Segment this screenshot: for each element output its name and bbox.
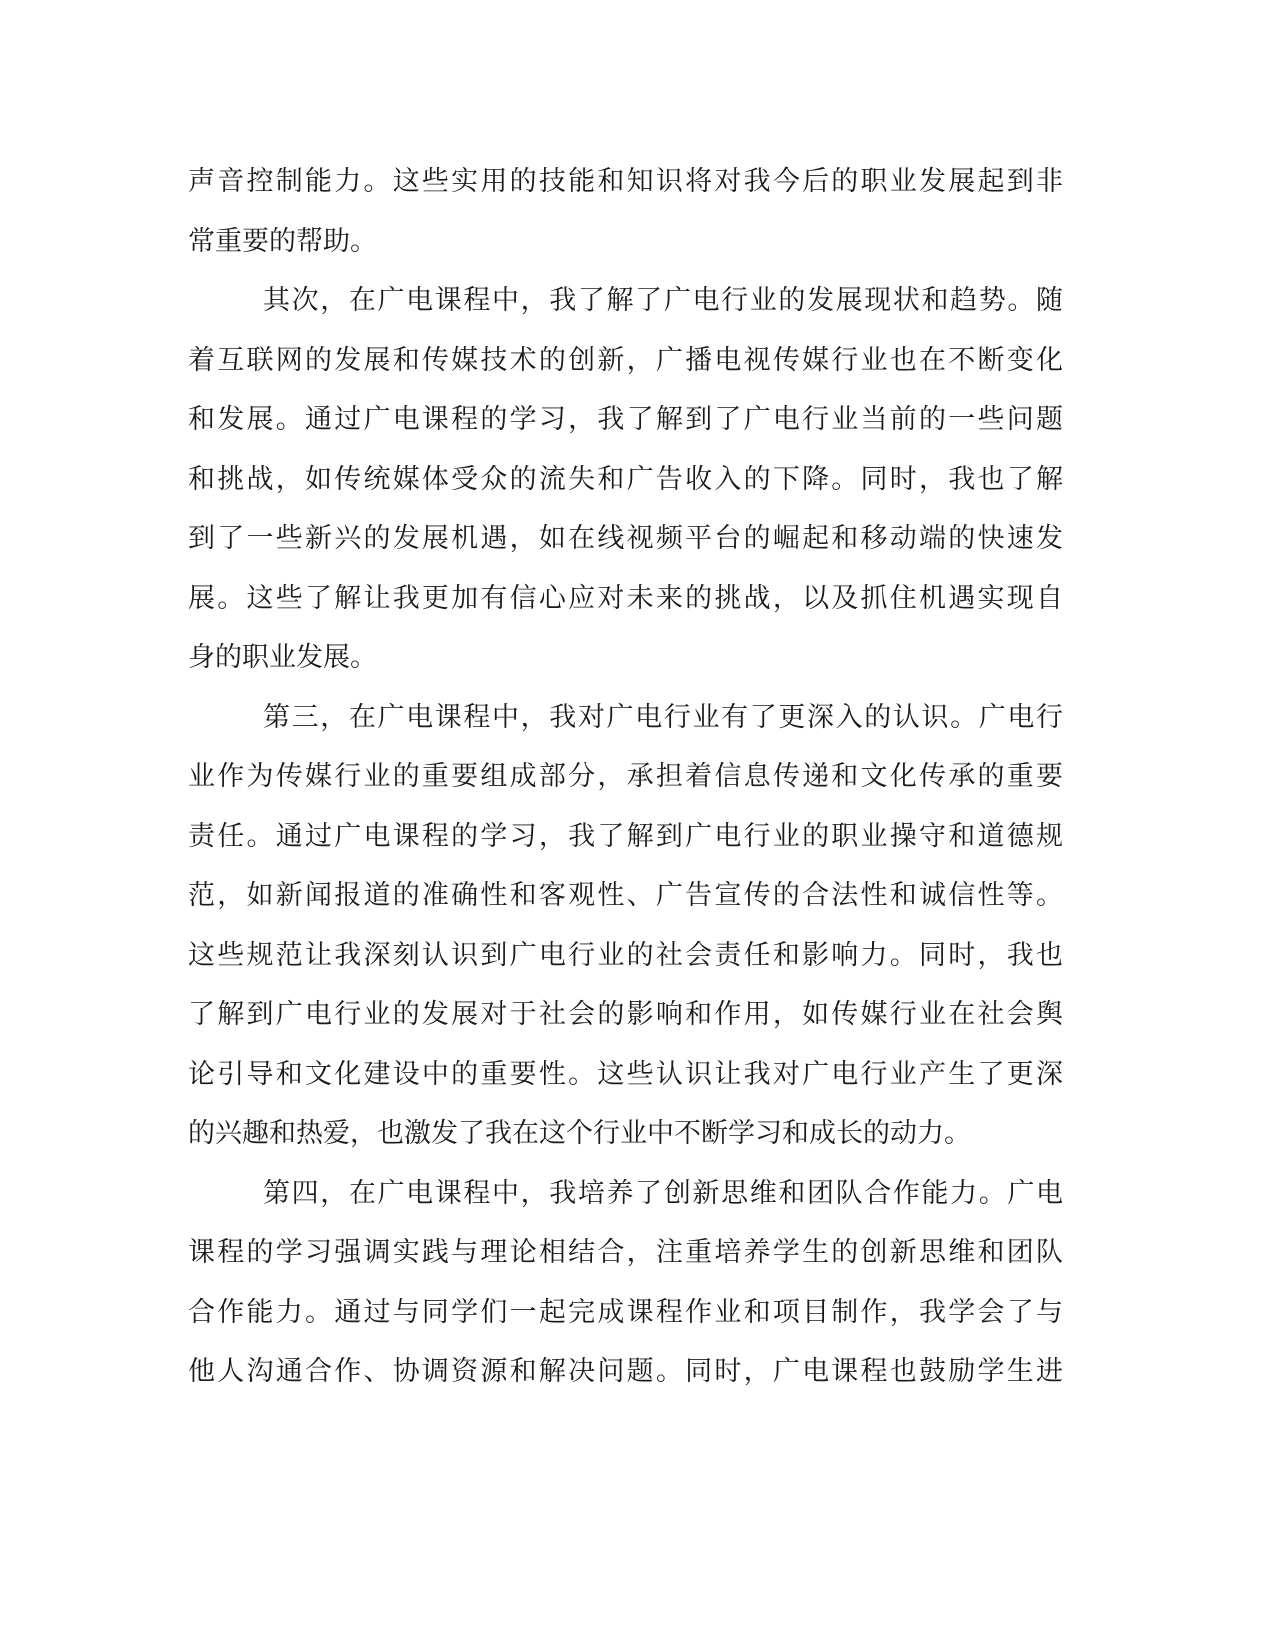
text-line: 范，如新闻报道的准确性和客观性、广告宣传的合法性和诚信性等。 (188, 880, 1063, 911)
text-line: 身的职业发展。 (188, 642, 377, 673)
text-line: 业作为传媒行业的重要组成部分，承担着信息传递和文化传承的重要 (188, 761, 1063, 792)
text-line: 他人沟通合作、协调资源和解决问题。同时，广电课程也鼓励学生进 (188, 1356, 1063, 1387)
text-line: 了解到广电行业的发展对于社会的影响和作用，如传媒行业在社会舆 (188, 999, 1063, 1030)
text-line: 展。这些了解让我更加有信心应对未来的挑战，以及抓住机遇实现自 (188, 583, 1063, 614)
text-line: 和发展。通过广电课程的学习，我了解到了广电行业当前的一些问题 (188, 404, 1063, 435)
text-line: 课程的学习强调实践与理论相结合，注重培养学生的创新思维和团队 (188, 1237, 1063, 1268)
text-line: 声音控制能力。这些实用的技能和知识将对我今后的职业发展起到非 (188, 166, 1063, 197)
text-line: 常重要的帮助。 (188, 226, 377, 257)
text-line: 的兴趣和热爱，也激发了我在这个行业中不断学习和成长的动力。 (188, 1118, 971, 1149)
text-line: 责任。通过广电课程的学习，我了解到广电行业的职业操守和道德规 (188, 821, 1063, 852)
text-line: 着互联网的发展和传媒技术的创新，广播电视传媒行业也在不断变化 (188, 345, 1063, 376)
paragraph-start-line: 第三，在广电课程中，我对广电行业有了更深入的认识。广电行 (263, 702, 1063, 733)
paragraph-start-line: 第四，在广电课程中，我培养了创新思维和团队合作能力。广电 (263, 1178, 1063, 1209)
paragraph-start-line: 其次，在广电课程中，我了解了广电行业的发展现状和趋势。随 (263, 285, 1063, 316)
text-line: 论引导和文化建设中的重要性。这些认识让我对广电行业产生了更深 (188, 1059, 1063, 1090)
text-line: 到了一些新兴的发展机遇，如在线视频平台的崛起和移动端的快速发 (188, 523, 1063, 554)
text-line: 这些规范让我深刻认识到广电行业的社会责任和影响力。同时，我也 (188, 940, 1063, 971)
text-line: 合作能力。通过与同学们一起完成课程作业和项目制作，我学会了与 (188, 1297, 1063, 1328)
text-line: 和挑战，如传统媒体受众的流失和广告收入的下降。同时，我也了解 (188, 464, 1063, 495)
